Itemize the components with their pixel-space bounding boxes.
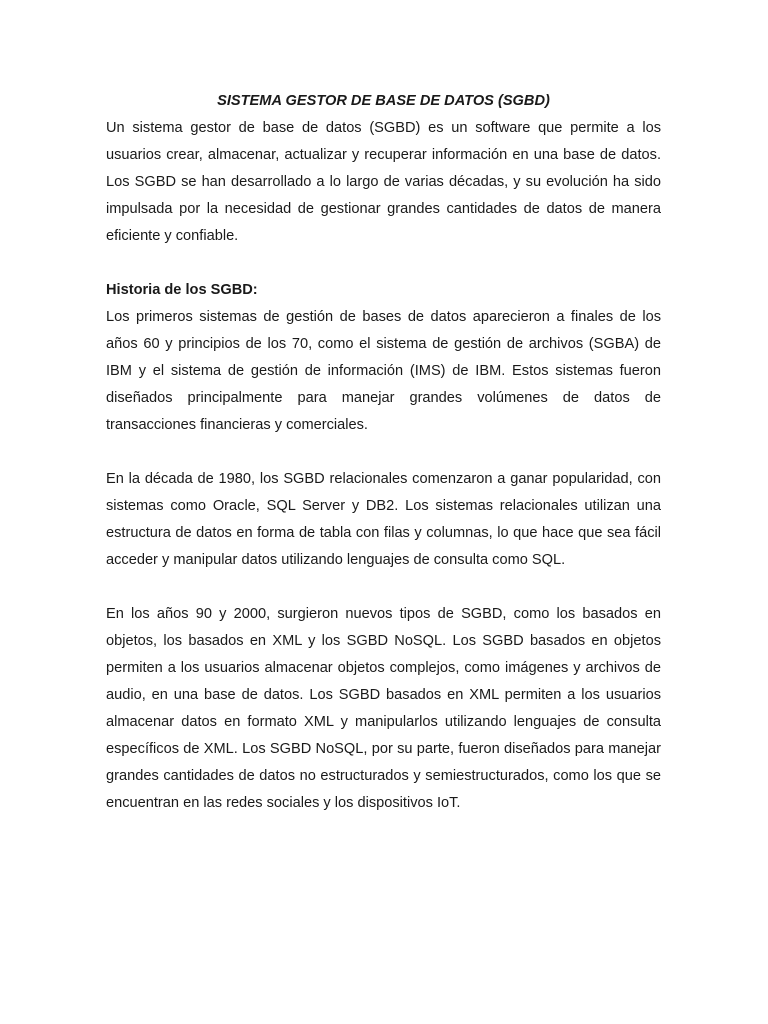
history-heading: Historia de los SGBD: xyxy=(106,282,258,298)
paragraph-spacer xyxy=(106,250,661,277)
document-title: SISTEMA GESTOR DE BASE DE DATOS (SGBD) xyxy=(217,93,550,109)
paragraph-spacer xyxy=(106,439,661,466)
paragraph-spacer xyxy=(106,574,661,601)
intro-paragraph: Un sistema gestor de base de datos (SGBD) es un software que permite a los usuarios crear, almacenar, actualizar y recuperar información en una base de datos. Los SGBD se han desarrollado a lo largo de varias décadas, y su evolución ha sido impulsada por la necesidad de gestionar grandes cantidades de datos de manera eficiente y confiable. xyxy=(106,120,661,244)
document-page xyxy=(106,88,661,817)
history-paragraph-3: En los años 90 y 2000, surgieron nuevos tipos de SGBD, como los basados en objetos, los basados en XML y los SGBD NoSQL. Los SGBD basados en objetos permiten a los usuarios almacenar objetos complejos, como imágenes y archivos de audio, en una base de datos. Los SGBD basados en XML permiten a los usuarios almacenar datos en formato XML y manipularlos utilizando lenguajes de consulta específicos de XML. Los SGBD NoSQL, por su parte, fueron diseñados para manejar grandes cantidades de datos no estructurados y semiestructurados, como los que se encuentran en las redes sociales y los dispositivos IoT. xyxy=(106,606,661,811)
history-paragraph-1: Los primeros sistemas de gestión de bases de datos aparecieron a finales de los años 60 y principios de los 70, como el sistema de gestión de archivos (SGBA) de IBM y el sistema de gestión de información (IMS) de IBM. Estos sistemas fueron diseñados principalmente para manejar grandes volúmenes de datos de transacciones financieras y comerciales. xyxy=(106,309,661,433)
history-paragraph-2: En la década de 1980, los SGBD relacionales comenzaron a ganar popularidad, con sistemas como Oracle, SQL Server y DB2. Los sistemas relacionales utilizan una estructura de datos en forma de tabla con filas y columnas, lo que hace que sea fácil acceder y manipular datos utilizando lenguajes de consulta como SQL. xyxy=(106,471,661,568)
